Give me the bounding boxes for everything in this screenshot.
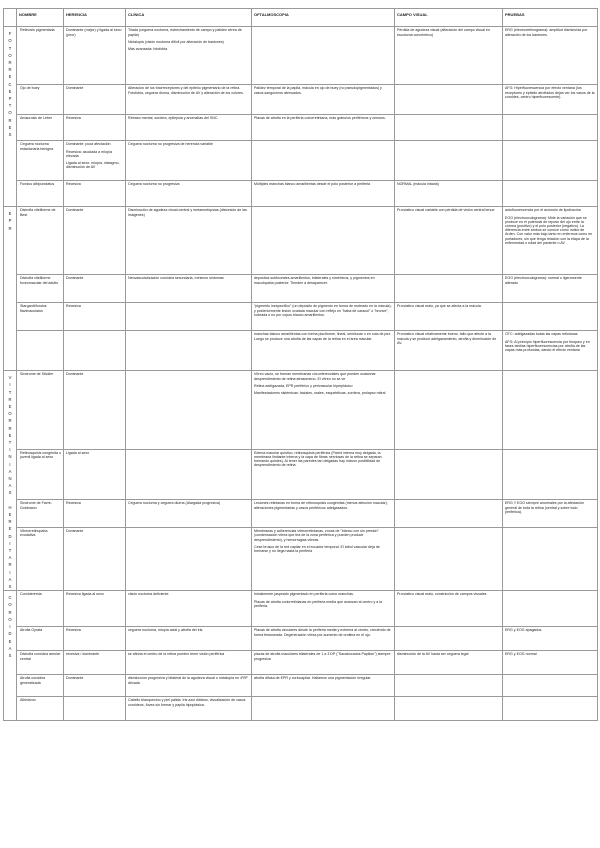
inheritance-cell	[64, 275, 126, 303]
group-label	[4, 371, 17, 591]
cell-paragraph: manchas blanco amarillentas con forma pisciforme, lineal, semilunar o en cola de pez. Luego se produce una atrofia de las capas de la retina en el área macular.	[254, 332, 392, 341]
clinical-cell	[126, 528, 252, 591]
ophthalmoscopy-cell	[252, 207, 395, 275]
cell-paragraph: Recesiva	[66, 304, 81, 309]
tests-cell	[503, 85, 598, 115]
cell-paragraph: Albinismo	[20, 698, 36, 703]
cell-paragraph: Recesiva	[66, 628, 81, 633]
cell-paragraph: Nictalopia (visión nocturna difícil por alteración de bastones)	[128, 39, 224, 44]
name-cell	[17, 207, 64, 275]
table-row	[4, 27, 598, 85]
cell-paragraph: Atrofia Gyrata	[20, 628, 43, 633]
tests-cell	[503, 275, 598, 303]
cell-paragraph: Dominante	[66, 276, 84, 281]
clinical-cell	[126, 675, 252, 697]
name-cell	[17, 449, 64, 500]
name-cell	[17, 528, 64, 591]
cell-paragraph: Dominante	[66, 372, 84, 377]
tests-cell	[503, 27, 598, 85]
tests-cell	[503, 528, 598, 591]
cell-paragraph: Lesiones retinianas en forma de retinosquisis congénitas (menos afección macular), alteraciones pigmentarias y vasos periféricos adelgazados.	[254, 501, 388, 510]
document-page	[3, 8, 597, 721]
visual-field-cell	[395, 651, 503, 675]
cell-paragraph: Distrofia viteliforme foveomacular del adulto	[20, 276, 59, 285]
cell-paragraph: Distrofia coroidea areolar central	[20, 652, 61, 661]
table-row	[4, 627, 598, 651]
cell-paragraph: Pronóstico visual malo, ya que se afecta a la mácula.	[397, 304, 482, 309]
visual-field-cell	[395, 275, 503, 303]
ophthalmoscopy-cell	[252, 27, 395, 85]
table-row	[4, 449, 598, 500]
visual-field-cell	[395, 85, 503, 115]
cell-paragraph: Recesiva: asociada a miopía elevada	[66, 149, 112, 158]
table-row	[4, 303, 598, 331]
cell-paragraph: Retinosis pigmentaria	[20, 28, 55, 33]
cell-paragraph: Stargardt/fundus flavimaculatus	[20, 304, 47, 313]
clinical-cell	[126, 651, 252, 675]
cell-paragraph: Fundus albipunctatus	[20, 182, 55, 187]
cell-paragraph: Recesiva	[66, 116, 81, 121]
clinical-cell	[126, 371, 252, 449]
name-cell	[17, 627, 64, 651]
ophthalmoscopy-cell	[252, 675, 395, 697]
table-row	[4, 275, 598, 303]
ophthalmoscopy-cell	[252, 141, 395, 181]
group-label	[4, 27, 17, 207]
tests-cell	[503, 500, 598, 528]
cell-paragraph: depósitos subfoveales amarillentos, bilaterales y simétricos, y pigmentos en maculopatía posterior. Tienden a desaparecer.	[254, 276, 375, 285]
cell-paragraph: Más avanzada: fotofobia	[128, 46, 168, 51]
table-row	[4, 675, 598, 697]
name-cell	[17, 371, 64, 449]
cell-paragraph: Dominante: poca afectación	[66, 142, 111, 147]
clinical-cell	[126, 207, 252, 275]
cell-paragraph: Síndrome de Favre-Goldmann	[20, 501, 52, 510]
inheritance-cell	[64, 651, 126, 675]
clinical-cell	[126, 500, 252, 528]
inheritance-cell	[64, 27, 126, 85]
tests-cell	[503, 675, 598, 697]
cell-paragraph: ERG Y EOG siempre anormales por la afectación general de toda la retina (central y sobre todo periférica).	[505, 501, 584, 514]
header-herencia: HERENCIA	[64, 9, 126, 27]
inheritance-cell	[64, 303, 126, 331]
cell-paragraph: Dominante	[66, 529, 84, 534]
ophthalmoscopy-cell	[252, 85, 395, 115]
name-cell	[17, 115, 64, 141]
visual-field-cell	[395, 697, 503, 721]
ophthalmoscopy-cell	[252, 651, 395, 675]
cell-paragraph: Ceguera nocturna no progresiva de herencia variable	[128, 142, 213, 147]
cell-paragraph: autofluorescencia por el acúmulo de lipofuscina	[505, 208, 581, 213]
clinical-cell	[126, 141, 252, 181]
cell-paragraph: EOG (electrooculograma): normal o ligeramente alterado	[505, 276, 582, 285]
visual-field-cell	[395, 371, 503, 449]
cell-paragraph: Múltiples manchas blanco amarillentas desde el polo posterior a periferia	[254, 182, 371, 187]
table-row	[4, 371, 598, 449]
header-row	[4, 9, 598, 27]
cell-paragraph: ERG y EOG apagados.	[505, 628, 543, 633]
cell-paragraph: Placas de atrofia circulares desde la periferia media y extrema al centro, creciendo de forma festoneada. Degeneración vítrea por aumento de ornitina en el ojo.	[254, 628, 391, 637]
cell-paragraph: recesiva / dominante	[66, 652, 100, 657]
inheritance-cell	[64, 115, 126, 141]
cell-paragraph: AFG: Al principio hiperfluorescencia por bloqueo y en fases tardías hiperfluorescencias por atrofia de las capas más profundas, dando el efecto ventana	[505, 339, 590, 352]
cell-paragraph: Placas de atrofia en la periferia coriorretiniana, más gránulos periféricos y cerosos.	[254, 116, 386, 121]
cell-paragraph: Ceguera nocturna no progresiva	[128, 182, 180, 187]
cell-paragraph: Membranas y adherencias vitreorretinianas, zonas de "blanco con sin presión" (condensación vítrea que tira de la zona periférica y pueden producir desprendimiento), y hemorragias vítreas	[254, 529, 379, 542]
table-row	[4, 207, 598, 275]
cell-paragraph: Placas de atrofia coriorretinianas en periferia media que avanzan al centro y a la periferia.	[254, 599, 383, 608]
ophthalmoscopy-cell	[252, 697, 395, 721]
table-row	[4, 85, 598, 115]
ophthalmoscopy-cell	[252, 371, 395, 449]
ophthalmoscopy-cell	[252, 331, 395, 371]
cell-paragraph: Ligada al sexo	[66, 450, 90, 455]
table-row	[4, 591, 598, 627]
cell-paragraph: Ligada al sexo: miopía, nistagmo, disminución de AV	[66, 160, 120, 170]
header-oftalmoscopia: OFTALMOSCOPIA	[252, 9, 395, 27]
cell-paragraph: Retinosquisis congénita o juvenil ligada al sexo	[20, 450, 61, 459]
group-label	[4, 591, 17, 721]
visual-field-cell	[395, 181, 503, 207]
ophthalmoscopy-cell	[252, 275, 395, 303]
cell-paragraph: Disminución de agudeza visual central y metamorfopsias (distorsión de las imágenes)	[128, 208, 247, 217]
cell-paragraph: Recesiva	[66, 501, 81, 506]
table-row	[4, 500, 598, 528]
table-row	[4, 697, 598, 721]
name-cell	[17, 85, 64, 115]
tests-cell	[503, 115, 598, 141]
name-cell	[17, 675, 64, 697]
cell-paragraph: Distrofia viteliforme de Best	[20, 208, 56, 217]
table-row	[4, 115, 598, 141]
tests-cell	[503, 697, 598, 721]
ophthalmoscopy-cell	[252, 528, 395, 591]
visual-field-cell	[395, 627, 503, 651]
name-cell	[17, 303, 64, 331]
cell-paragraph: Pronóstico visual malo, constricción de campos visuales	[397, 592, 487, 597]
table-row	[4, 331, 598, 371]
visual-field-cell	[395, 27, 503, 85]
cell-paragraph: ERG (electrorretinograma): amplitud disminuida por alteración de los bastones.	[505, 28, 588, 37]
ophthalmoscopy-cell	[252, 181, 395, 207]
inheritance-cell	[64, 500, 126, 528]
clinical-cell	[126, 181, 252, 207]
visual-field-cell	[395, 500, 503, 528]
table-row	[4, 141, 598, 181]
name-cell	[17, 141, 64, 181]
header-pruebas: PRUEBAS	[503, 9, 598, 27]
inheritance-cell	[64, 371, 126, 449]
tests-cell	[503, 331, 598, 371]
ophthalmoscopy-cell	[252, 627, 395, 651]
cell-paragraph: Recesiva	[66, 182, 81, 187]
ophthalmoscopy-cell	[252, 115, 395, 141]
clinical-cell	[126, 115, 252, 141]
header-nombre: NOMBRE	[17, 9, 64, 27]
visual-field-cell	[395, 331, 503, 371]
group-label-text: F O T O R R E C E P T O R E S	[8, 31, 12, 138]
visual-field-cell	[395, 141, 503, 181]
ophthalmoscopy-cell	[252, 591, 395, 627]
clinical-cell	[126, 331, 252, 371]
ophthalmoscopy-cell	[252, 449, 395, 500]
cell-paragraph: Ceguera nocturna estacionaria benigna	[20, 142, 54, 151]
name-cell	[17, 591, 64, 627]
cell-paragraph: Dominante	[66, 676, 84, 681]
cell-paragraph: Retraso mental, sordera, epilepsia y anomalías del SNC.	[128, 116, 219, 121]
cell-paragraph: Ceguera nocturna y ceguera diurna (Alargada progresiva)	[128, 501, 221, 506]
cell-paragraph: se afecta el centro de la retina pueden tener visión periférica	[128, 652, 225, 657]
group-label-text: E P R	[8, 211, 12, 231]
cell-paragraph: Dominante (mejor) y ligada al sexo (peor)	[66, 28, 122, 37]
group-label	[4, 207, 17, 371]
inheritance-cell	[64, 627, 126, 651]
cell-paragraph: Cese brusco de la red capilar en el ecuador temporal. El árbol vascular deja de formarse y no llega hasta la periferia	[254, 544, 380, 554]
cell-paragraph: Ojo de buey	[20, 86, 40, 91]
clinical-cell	[126, 85, 252, 115]
cell-paragraph: Alteración de los fotorreceptores y del epitelio pigmentario de la retina. Fotofobia, ceguera diurna, disminución de AV y alteración de los colores.	[128, 86, 244, 95]
inheritance-cell	[64, 141, 126, 181]
clinical-cell	[126, 303, 252, 331]
name-cell	[17, 500, 64, 528]
name-cell	[17, 331, 64, 371]
visual-field-cell	[395, 591, 503, 627]
clinical-cell	[126, 627, 252, 651]
cell-paragraph: Neovascularización coroidea secundaria, mínimos síntomas	[128, 276, 224, 281]
cell-paragraph: Retina adelgazada, EPR periférico y perivascular hiperplásico	[254, 383, 353, 388]
cell-paragraph: disminución de la AV hasta ser ceguera legal	[397, 652, 469, 657]
clinical-cell	[126, 697, 252, 721]
cell-paragraph: NORMAL (mácula intacta)	[397, 182, 439, 187]
table-row	[4, 181, 598, 207]
inheritance-cell	[64, 675, 126, 697]
cell-paragraph: Amaurosis de Leber	[20, 116, 53, 121]
visual-field-cell	[395, 675, 503, 697]
cell-paragraph: disminución progresiva y bilateral de la agudeza visual o nictalopia en 4º/5º década	[128, 676, 248, 685]
clinical-cell	[126, 27, 252, 85]
cell-paragraph: Pronóstico visual variable con pérdida de visión central tenue	[397, 208, 495, 213]
cell-paragraph: Coroideremia	[20, 592, 42, 597]
cell-paragraph: Dominante	[66, 208, 84, 213]
name-cell	[17, 275, 64, 303]
name-cell	[17, 651, 64, 675]
visual-field-cell	[395, 528, 503, 591]
cell-paragraph: placas de atrofia maculares bilaterales de 1 a 3 DP ("Sacabocados Papillon") siempre progresiva	[254, 652, 391, 661]
cell-paragraph: atrofia difusa de EPR y coriocapilar. Hallamos una pigmentación irregular.	[254, 676, 372, 681]
clinical-cell	[126, 591, 252, 627]
cell-paragraph: Dominante	[66, 86, 84, 91]
cell-paragraph: Vítreo vacío, se forman membranas circunferenciales que pueden ocasionar desprendimiento de retina atrasomeno. El vítreo no se ve	[254, 372, 376, 381]
retinal-dystrophies-table	[3, 8, 598, 721]
visual-field-cell	[395, 115, 503, 141]
cell-paragraph: OTC: adelgazadas todas las capas retinianas	[505, 332, 578, 337]
header-campo-visual: CAMPO VISUAL	[395, 9, 503, 27]
tests-cell	[503, 371, 598, 449]
tests-cell	[503, 591, 598, 627]
cell-paragraph: ERG y EOG normal	[505, 652, 537, 657]
cell-paragraph: AFG: Hiperfluorescencia por efecto ventana (los receptores y epitelio atrofiados dejan ver los vasos de la coroides, centro hiperfluorescente).	[505, 86, 595, 99]
group-label-text: C O R O I D E A S	[8, 595, 12, 658]
clinical-cell	[126, 275, 252, 303]
inheritance-cell	[64, 449, 126, 500]
cell-paragraph: Síndrome de Stickler	[20, 372, 54, 377]
inheritance-cell	[64, 697, 126, 721]
tests-cell	[503, 181, 598, 207]
group-label-text: V I T R E O R R E T I N I A N A S H E R E D I T A R I A S	[8, 375, 12, 590]
cell-paragraph: Vitreorretinopatía exudativa	[20, 529, 48, 538]
cell-paragraph: Edema macular quístico, retinosquisis periférica (Pared interna muy delgada, la membrana limitante interna y la capa de fibras nerviosas de la retina se separan formando quistes). Al tener las paredes tan delgadas hay incluso posibilidad de desprendimiento de retina.	[254, 450, 382, 468]
name-cell	[17, 697, 64, 721]
visual-field-cell	[395, 207, 503, 275]
header-clinica: CLÍNICA	[126, 9, 252, 27]
visual-field-cell	[395, 449, 503, 500]
cell-paragraph: Atrofia coroidea generalizada	[20, 676, 46, 685]
cell-paragraph: "pigmento inespecífico" (un depósito de pigmento en forma de moteado en la mácula), y posteriormente lesión ovalada macular con reflejo en "baba de caracol" o "bronce", rodeada o no por copos blanco amarillentos.	[254, 304, 392, 317]
cell-paragraph: visión nocturna deficiente	[128, 592, 169, 597]
inheritance-cell	[64, 528, 126, 591]
name-cell	[17, 181, 64, 207]
ophthalmoscopy-cell	[252, 303, 395, 331]
cell-paragraph: Manifestaciones sistémicas: faciales, orales, esqueléticas, sordera, prolapso mitral	[254, 390, 386, 395]
cell-paragraph: Inicialmente jaspeado pigmentado en periferia como manchas.	[254, 592, 354, 597]
tests-cell	[503, 651, 598, 675]
cell-paragraph: Pronóstico visual relativamente bueno, fallo que afecte a la mácula y se produce adelgazamiento, atrofia y disminución de AV.	[397, 332, 497, 345]
inheritance-cell	[64, 181, 126, 207]
tests-cell	[503, 303, 598, 331]
inheritance-cell	[64, 85, 126, 115]
table-row	[4, 651, 598, 675]
cell-paragraph: Recesiva ligada al sexo	[66, 592, 104, 597]
cell-paragraph: EOG (electrooculograma): Mide la variación que se produce en el potencial de reposo del ojo entre la córnea (positivo) y el polo posterior (negativo). La diferencia entre ambos se conoce como índice de Arden. Con valor más bajo tanto en enfermos como en portadores, sin que tenga relación con la etapa de la enfermedad o edad del paciente o AV	[505, 215, 593, 245]
clinical-cell	[126, 449, 252, 500]
inheritance-cell	[64, 591, 126, 627]
cell-paragraph: Palidez temporal de la papila, mácula en ojo de buey (no pseudopigmentados) y vasos sanguíneos atenuados.	[254, 86, 382, 95]
tests-cell	[503, 627, 598, 651]
inheritance-cell	[64, 207, 126, 275]
cell-paragraph: Cabello blanquecino y piel pálida. Iris azul diáfano, visualización de vasos coroideos, fóvea sin formar y papila hipoplásica.	[128, 698, 246, 707]
cell-paragraph: Pérdida de agudeza visual (alteración del campo visual en escotoma concéntrico)	[397, 28, 490, 37]
tests-cell	[503, 449, 598, 500]
header-group-cell	[4, 9, 17, 27]
inheritance-cell	[64, 331, 126, 371]
visual-field-cell	[395, 303, 503, 331]
tests-cell	[503, 207, 598, 275]
table-row	[4, 528, 598, 591]
ophthalmoscopy-cell	[252, 500, 395, 528]
tests-cell	[503, 141, 598, 181]
name-cell	[17, 27, 64, 85]
cell-paragraph: Triada (ceguera nocturna, estrechamiento de campo y palidez cérea de papila)	[128, 28, 242, 37]
cell-paragraph: ceguera nocturna, miopía axial y atrofia del iris.	[128, 628, 204, 633]
